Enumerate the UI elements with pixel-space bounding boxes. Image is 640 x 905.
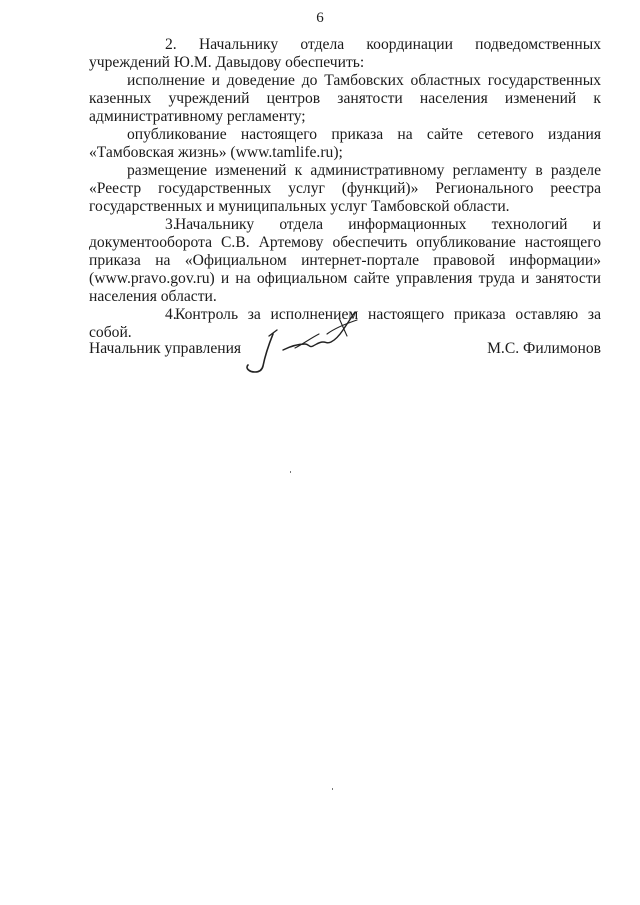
paragraph-3: [89, 216, 601, 306]
paragraph-2-item-3: размещение изменений к административному регламенту в разделе «Реестр государственных услуг (функций)» Регионального реестра государственных и муниципальных услуг Тамбовской области.: [89, 162, 601, 215]
page-number: 6: [316, 10, 324, 26]
paragraph-2-item-1: исполнение и доведение до Тамбовских областных государственных казенных учреждений центров занятости населения изменений к административному регламенту;: [89, 72, 601, 125]
handwritten-signature: [239, 300, 369, 380]
paragraph-text: Начальнику отдела координации подведомственных учреждений Ю.М. Давыдову обеспечить:: [89, 36, 601, 71]
scan-speck: [290, 471, 291, 473]
signatory-position: Начальник управления: [89, 340, 242, 357]
document-body: [89, 36, 601, 342]
paragraph-text: Контроль за исполнением настоящего приказа оставляю за собой.: [89, 306, 601, 341]
paragraph-number: 2.: [165, 36, 177, 53]
signatory-name: М.С. Филимонов: [487, 340, 601, 357]
paragraph-number: 4.: [165, 306, 177, 323]
scan-speck: [332, 788, 333, 790]
paragraph-text: Начальнику отдела информационных технологий и документооборота С.В. Артемову обеспечить опубликование настоящего приказа на «Официальном интернет-портале правовой информации» (www.pravo.gov.ru) и на официальном сайте управления труда и занятости населения области.: [89, 216, 601, 305]
paragraph-number: 3.: [165, 216, 177, 233]
paragraph-2-item-2: опубликование настоящего приказа на сайте сетевого издания «Тамбовская жизнь» (www.tamlife.ru);: [89, 126, 601, 161]
signature-block: [89, 340, 601, 380]
paragraph-2: [89, 36, 601, 72]
